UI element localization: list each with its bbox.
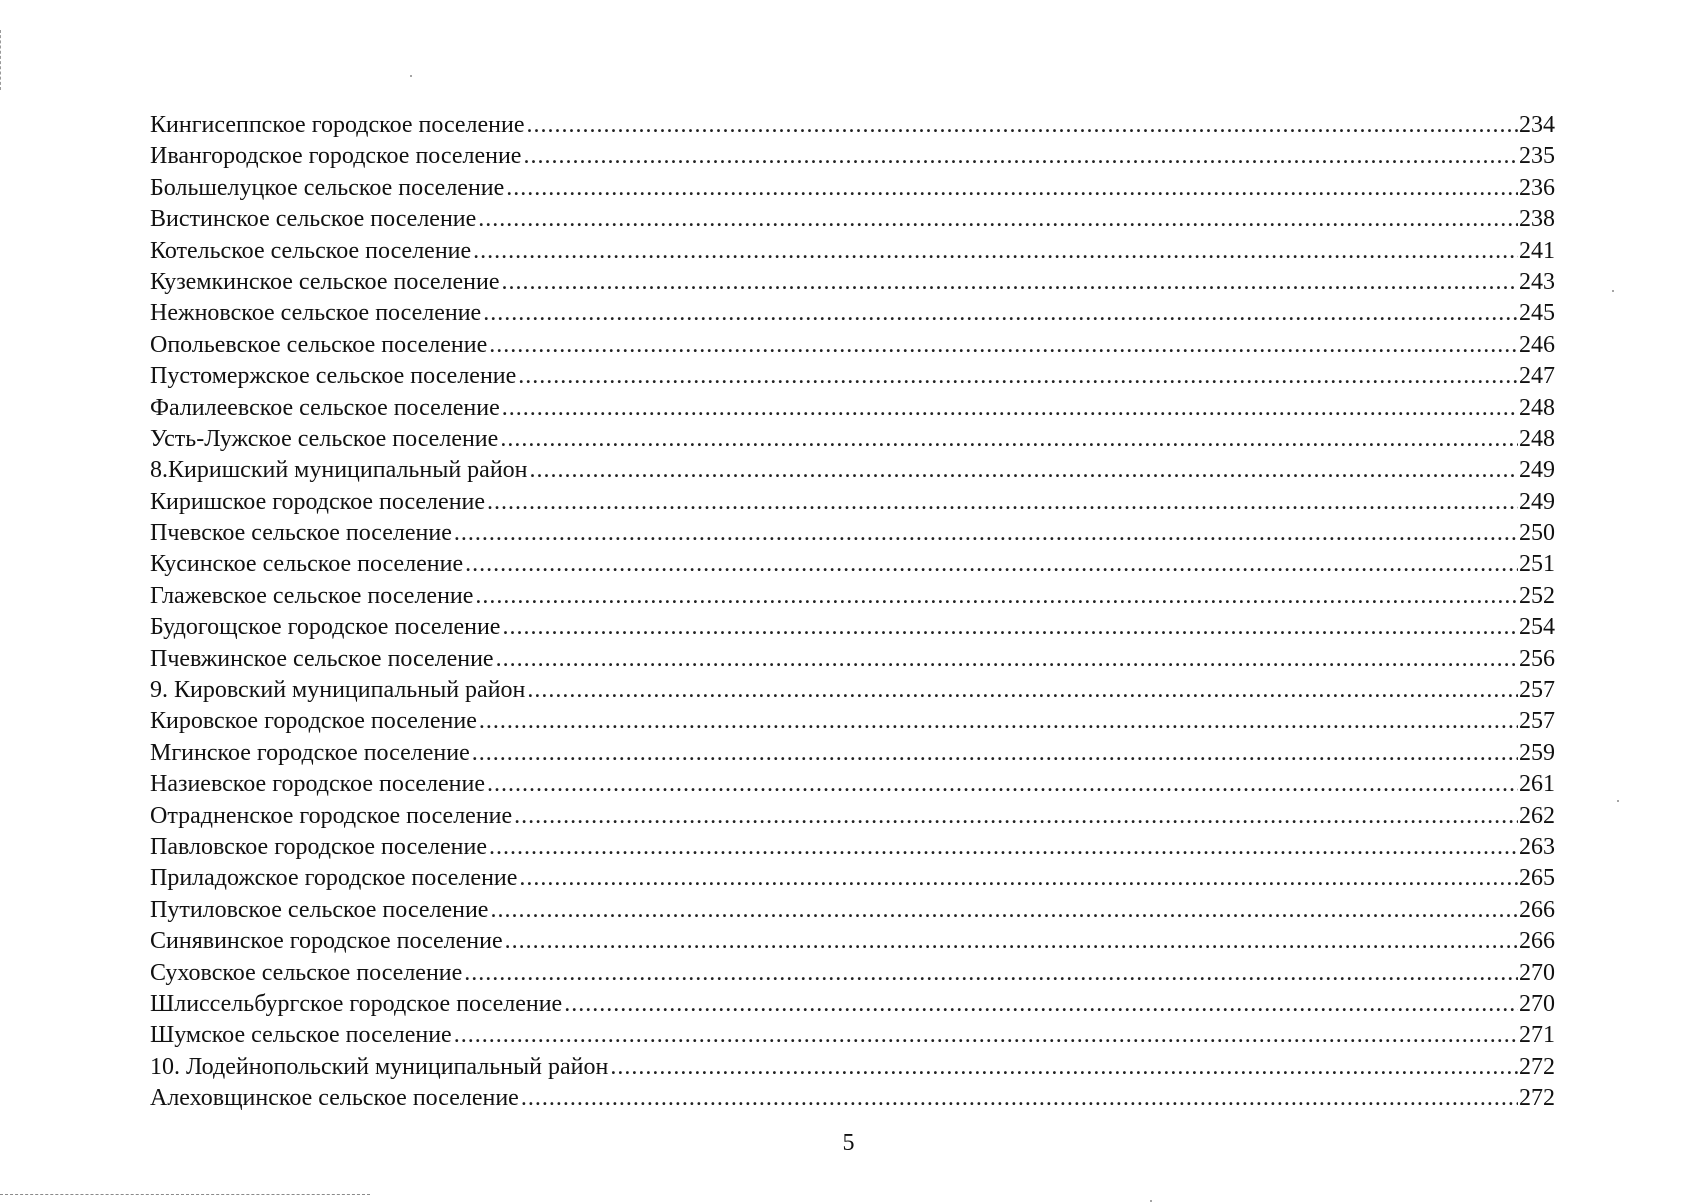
- toc-entry-title: Шумское сельское поселение: [150, 1022, 452, 1049]
- toc-entry-title: Ивангородское городское поселение: [150, 143, 522, 170]
- scan-speck: [1617, 800, 1619, 802]
- toc-entry: [150, 832, 1555, 863]
- toc-entry-title: Павловское городское поселение: [150, 833, 488, 860]
- toc-entry: [150, 267, 1555, 298]
- toc-entry-page-number: 249: [1519, 488, 1555, 515]
- toc-entry-page-number: 256: [1519, 645, 1555, 672]
- toc-dot-leader: [496, 644, 1518, 675]
- toc-entry-title: Синявинское городское поселение: [150, 928, 503, 955]
- toc-entry: [150, 1020, 1555, 1051]
- toc-entry-page-number: 248: [1519, 394, 1555, 421]
- scan-bottom-artifact: [0, 1194, 370, 1195]
- toc-entry-page-number: 246: [1519, 331, 1555, 358]
- toc-entry: [150, 110, 1555, 141]
- toc-entry-title: Суховское сельское поселение: [150, 959, 463, 986]
- toc-entry: [150, 393, 1555, 424]
- toc-dot-leader: [490, 895, 1518, 926]
- toc-entry-page-number: 259: [1519, 739, 1555, 766]
- toc-entry: [150, 926, 1555, 957]
- toc-entry-page-number: 234: [1519, 111, 1555, 138]
- toc-entry-title: Котельское сельское поселение: [150, 237, 472, 264]
- toc-entry: [150, 1083, 1555, 1114]
- toc-entry-page-number: 241: [1519, 237, 1555, 264]
- toc-entry: [150, 204, 1555, 235]
- scan-edge-artifact: [0, 30, 3, 90]
- toc-dot-leader: [454, 518, 1518, 549]
- toc-dot-leader: [501, 267, 1518, 298]
- page-number: 5: [842, 1130, 855, 1156]
- toc-entry: [150, 361, 1555, 392]
- toc-entry: [150, 455, 1555, 486]
- toc-dot-leader: [465, 549, 1518, 580]
- toc-entry-page-number: 266: [1519, 928, 1555, 955]
- toc-dot-leader: [478, 204, 1518, 235]
- toc-entry: [150, 644, 1555, 675]
- toc-dot-leader: [454, 1020, 1518, 1051]
- toc-dot-leader: [530, 455, 1518, 486]
- toc-entry-title: Кировское городское поселение: [150, 708, 477, 735]
- toc-entry-title: Усть-Лужское сельское поселение: [150, 425, 499, 452]
- toc-entry-title: Назиевское городское поселение: [150, 771, 486, 798]
- toc-entry-title: Фалилеевское сельское поселение: [150, 394, 500, 421]
- toc-dot-leader: [483, 298, 1518, 329]
- toc-dot-leader: [514, 801, 1518, 832]
- toc-entry: [150, 612, 1555, 643]
- toc-entry: [150, 549, 1555, 580]
- toc-dot-leader: [473, 236, 1518, 267]
- toc-entry: [150, 958, 1555, 989]
- toc-entry-page-number: 235: [1519, 143, 1555, 170]
- toc-dot-leader: [500, 424, 1518, 455]
- toc-entry-page-number: 263: [1519, 833, 1555, 860]
- toc-entry-page-number: 238: [1519, 206, 1555, 233]
- toc-entry-title: Нежновское сельское поселение: [150, 300, 482, 327]
- toc-dot-leader: [610, 1052, 1518, 1083]
- toc-entry-title: Приладожское городское поселение: [150, 865, 518, 892]
- toc-entry: [150, 330, 1555, 361]
- toc-entry-page-number: 250: [1519, 520, 1555, 547]
- toc-dot-leader: [523, 141, 1518, 172]
- toc-entry: [150, 487, 1555, 518]
- toc-dot-leader: [475, 581, 1518, 612]
- toc-dot-leader: [564, 989, 1518, 1020]
- toc-dot-leader: [472, 738, 1518, 769]
- toc-entry: [150, 706, 1555, 737]
- toc-entry-page-number: 266: [1519, 896, 1555, 923]
- toc-entry-page-number: 248: [1519, 425, 1555, 452]
- toc-entry: [150, 769, 1555, 800]
- toc-entry-page-number: 236: [1519, 174, 1555, 201]
- toc-entry: [150, 298, 1555, 329]
- toc-dot-leader: [489, 330, 1518, 361]
- toc-entry: [150, 236, 1555, 267]
- toc-entry-title: Опольевское сельское поселение: [150, 331, 488, 358]
- toc-dot-leader: [464, 958, 1518, 989]
- toc-entry: [150, 424, 1555, 455]
- toc-entry-page-number: 257: [1519, 708, 1555, 735]
- toc-dot-leader: [521, 1083, 1518, 1114]
- toc-entry: [150, 518, 1555, 549]
- toc-entry-page-number: 270: [1519, 990, 1555, 1017]
- toc-entry-page-number: 254: [1519, 614, 1555, 641]
- toc-entry-title: Куземкинское сельское поселение: [150, 268, 500, 295]
- toc-entry-title: 10. Лодейнопольский муниципальный район: [150, 1053, 609, 1080]
- toc-dot-leader: [502, 612, 1518, 643]
- toc-entry-page-number: 271: [1519, 1022, 1555, 1049]
- toc-entry-title: Будогощское городское поселение: [150, 614, 501, 641]
- toc-dot-leader: [506, 173, 1518, 204]
- toc-entry: [150, 801, 1555, 832]
- toc-dot-leader: [479, 706, 1518, 737]
- toc-entry-page-number: 257: [1519, 677, 1555, 704]
- toc-dot-leader: [519, 863, 1518, 894]
- toc-entry-title: Большелуцкое сельское поселение: [150, 174, 505, 201]
- toc-entry-page-number: 265: [1519, 865, 1555, 892]
- toc-entry: [150, 581, 1555, 612]
- toc-entry-title: Кусинское сельское поселение: [150, 551, 464, 578]
- toc-entry: [150, 675, 1555, 706]
- table-of-contents: [150, 110, 1555, 1115]
- toc-entry: [150, 738, 1555, 769]
- toc-dot-leader: [505, 926, 1518, 957]
- scan-speck: [410, 75, 412, 77]
- toc-entry-title: Пчевское сельское поселение: [150, 520, 452, 547]
- toc-entry-title: Путиловское сельское поселение: [150, 896, 489, 923]
- toc-dot-leader: [487, 487, 1518, 518]
- toc-entry-title: Шлиссельбургское городское поселение: [150, 990, 563, 1017]
- toc-entry: [150, 895, 1555, 926]
- toc-entry-title: 9. Кировский муниципальный район: [150, 677, 526, 704]
- toc-entry: [150, 863, 1555, 894]
- scan-speck: [1612, 290, 1614, 292]
- toc-dot-leader: [527, 110, 1518, 141]
- toc-entry-page-number: 261: [1519, 771, 1555, 798]
- toc-entry-page-number: 251: [1519, 551, 1555, 578]
- toc-entry-title: Глажевское сельское поселение: [150, 582, 474, 609]
- toc-entry-page-number: 249: [1519, 457, 1555, 484]
- toc-entry-title: Отрадненское городское поселение: [150, 802, 513, 829]
- toc-entry-title: Киришское городское поселение: [150, 488, 486, 515]
- toc-entry: [150, 173, 1555, 204]
- toc-entry: [150, 141, 1555, 172]
- toc-dot-leader: [489, 832, 1518, 863]
- toc-entry-title: Пустомержское сельское поселение: [150, 363, 517, 390]
- toc-dot-leader: [518, 361, 1518, 392]
- toc-entry-title: Алеховщинское сельское поселение: [150, 1085, 519, 1112]
- toc-entry-title: Кингисеппское городское поселение: [150, 111, 525, 138]
- toc-entry-page-number: 247: [1519, 363, 1555, 390]
- toc-entry-title: 8.Киришский муниципальный район: [150, 457, 528, 484]
- toc-entry-title: Мгинское городское поселение: [150, 739, 470, 766]
- toc-entry-page-number: 272: [1519, 1085, 1555, 1112]
- toc-entry: [150, 1052, 1555, 1083]
- toc-entry-title: Пчевжинское сельское поселение: [150, 645, 494, 672]
- toc-entry-title: Вистинское сельское поселение: [150, 206, 477, 233]
- toc-dot-leader: [487, 769, 1518, 800]
- toc-entry-page-number: 272: [1519, 1053, 1555, 1080]
- toc-entry-page-number: 245: [1519, 300, 1555, 327]
- toc-entry-page-number: 270: [1519, 959, 1555, 986]
- toc-entry-page-number: 262: [1519, 802, 1555, 829]
- toc-entry-page-number: 252: [1519, 582, 1555, 609]
- toc-entry: [150, 989, 1555, 1020]
- toc-entry-page-number: 243: [1519, 268, 1555, 295]
- toc-dot-leader: [502, 393, 1518, 424]
- toc-dot-leader: [527, 675, 1518, 706]
